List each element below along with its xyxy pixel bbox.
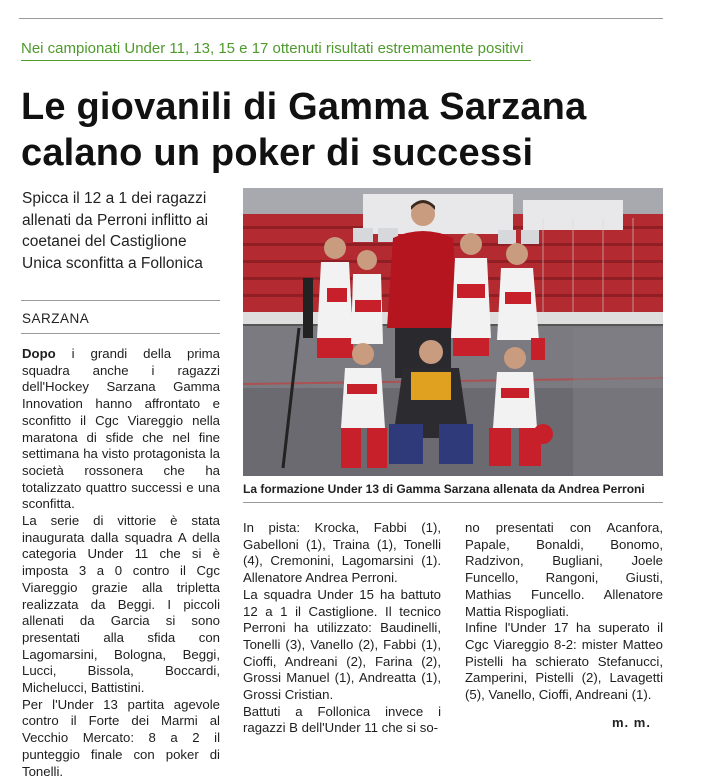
paragraph-under11-b-lineup: no presentati con Acanfora, Papale, Bonaldi, Bonomo, Radzivon, Bugliani, Joele Funcello, Rangoni, Giusti, Mathias Funcello. Allenatore Mattia Rispogliati. (465, 520, 663, 619)
article-kicker: Nei campionati Under 11, 13, 15 e 17 ottenuti risultati estremamente positivi (21, 40, 531, 61)
intro-text: i grandi della prima squadra anche i ragazzi dell'Hockey Sarzana Gamma Innovation hanno affrontato e sconfitto il Cgc Viareggio nella maratona di sfide che nel fine settimana ha visto protagonista la società rossonera che ha totalizzato quattro successi e una sconfitta. (22, 346, 220, 512)
headline-line-2: calano un poker di successi (21, 132, 534, 174)
article-standfirst: Spicca il 12 a 1 dei ragazzi allenati da Perroni inflitto ai coetanei del Castiglione Unica sconfitta a Follonica (22, 190, 209, 272)
article-column-3 (465, 520, 663, 704)
lead-word: Dopo (22, 346, 56, 361)
author-signature: m. m. (612, 715, 651, 730)
dateline-divider (21, 333, 220, 334)
top-rule (19, 18, 663, 19)
paragraph-under13: Per l'Under 13 partita agevole contro il Forte dei Marmi al Vecchio Mercato: 8 a 2 il punteggio finale con poker di Tonelli. (22, 696, 220, 779)
standfirst-divider (21, 300, 220, 301)
dateline: SARZANA (22, 311, 90, 326)
paragraph-intro (22, 346, 220, 513)
article-headline (21, 84, 661, 176)
paragraph-under13-lineup: In pista: Krocka, Fabbi (1), Gabelloni (1), Traina (1), Tonelli (4), Cremonini, Lagomarsini (1). Allenatore Andrea Perroni. (243, 520, 441, 586)
paragraph-under15: La squadra Under 15 ha battuto 12 a 1 il Castiglione. Il tecnico Perroni ha utilizzato: Baudinelli, Tonelli (3), Vanello (2), Fabbi (1), Cioffi, Andreani (2), Farina (2), Grossi Manuel (1), Andreatta (1), Grossi Cristian. (243, 586, 441, 703)
caption-rule (243, 502, 663, 503)
headline-line-1: Le giovanili di Gamma Sarzana (21, 86, 587, 128)
paragraph-under11-b: Battuti a Follonica invece i ragazzi B dell'Under 11 che si so- (243, 703, 441, 736)
paragraph-under11: La serie di vittorie è stata inaugurata dalla squadra A della categoria Under 11 che si è imposta 3 a 0 contro il Cgc Viareggio grazie alla tripletta realizzata da Beggi. I piccoli allenati da Garcia si sono presentati alla sfida con Lagomarsini, Bologna, Beggi, Lucci, Bissola, Boccardi, Michelucci, Battistini. (22, 513, 220, 696)
paragraph-under17: Infine l'Under 17 ha superato il Cgc Viareggio 8-2: mister Matteo Pistelli ha schierato Stefanucci, Zamperini, Pistelli (2), Lavagetti (5), Vanello, Cioffi, Andreani (1). (465, 620, 663, 703)
article-column-1 (22, 346, 220, 780)
article-column-2 (243, 520, 441, 737)
team-photo (243, 188, 663, 476)
photo-caption: La formazione Under 13 di Gamma Sarzana allenata da Andrea Perroni (243, 482, 645, 496)
